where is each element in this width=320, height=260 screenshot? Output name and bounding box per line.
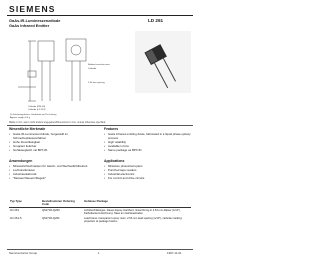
table-row (9, 208, 191, 217)
list-item: • "Messen/Steuern/Regeln" (9, 176, 97, 180)
features-heading-en: Features (104, 127, 119, 131)
features-heading-de: Wesentliche Merkmale (9, 127, 46, 131)
lens-outline (71, 45, 81, 55)
features-list-en (104, 132, 192, 152)
table-header: Bestellnummer Ordering Code (41, 199, 83, 208)
footer-company: Semiconductor Group (9, 251, 38, 255)
applications-list-de (9, 164, 97, 180)
list-item: • GaAs infrared emitting diode, fabricated in a liquid phase epitaxy process (104, 132, 192, 140)
table-cell: Lead frame, transparent epoxy resin, 2.54-mm lead spacing (1/10"), cathode marking: projection at package bottom (84, 216, 183, 224)
list-item: • Same package as BPX 81 (104, 148, 192, 152)
footer-date: 1997-11-01 (167, 251, 182, 255)
header-divider (7, 15, 193, 16)
list-item: • High reliability (104, 140, 192, 144)
cathode-mark-2: Cathode (LD 261) (28, 109, 46, 111)
title-english: GaAs Infrared Emitter (9, 23, 50, 28)
drawing-note-1: 1) Gehäusegehäuse: Verdrahtet mit Pin-Leitung (10, 114, 57, 116)
list-item: • Lochstreifenleser (9, 168, 97, 172)
package-body-side (38, 41, 54, 61)
table-row (9, 216, 191, 224)
dimension-note: Maße in mm, wenn nicht anders angegeben/Dimensions in mm, unless otherwise specified. (9, 121, 106, 124)
features-list-de (9, 132, 97, 152)
title-german: GaAs-IR-Lumineszenzdiode (9, 18, 61, 23)
part-number: LD 261 (148, 18, 164, 23)
cathode-mark-1: Cathode (IPR-50) (28, 106, 46, 108)
applications-list-en (104, 164, 192, 180)
list-item: • Miniaturlichtschranken für Gleich- und Wechsellichtbetrieb (9, 164, 97, 168)
table-header: Gehäuse Package (83, 199, 191, 208)
list-item: • Miniature photointerrupters (104, 164, 192, 168)
list-item: • Punched tape readers (104, 168, 192, 172)
table-cell: Q62703-Q261 (42, 215, 60, 220)
siemens-logo: SIEMENS (9, 4, 56, 14)
footer-page-number: 1 (98, 251, 100, 255)
product-photo (135, 31, 191, 93)
list-item: • Available in bins (104, 144, 192, 148)
list-item: • Gruppiert lieferbar (9, 144, 97, 148)
package-drawing (8, 31, 128, 119)
table-cell: Lichtdurchlässiges, blaues Epoxy-Gießharz, linsenförmig in 2.54-mm-Raster (1/10"), Kathodenkennzeichnung: Nase am Gehäuseboden (84, 208, 181, 216)
drawing-note-2: Approx. weight 0.5 g (10, 117, 30, 119)
radiant-area-label: Radiant sensitive area (88, 64, 110, 66)
table-cell: Q62703-Q260 (42, 207, 60, 212)
table-cell: LD 261-5 (10, 215, 22, 220)
section-divider (7, 125, 193, 126)
list-item: • Industrial electronics (104, 172, 192, 176)
list-item: • Gehäusegleich mit BPX 81 (9, 148, 97, 152)
cathode-label: Cathode (88, 68, 97, 70)
list-item: • Industrieelektronik (9, 172, 97, 176)
package-body-front (66, 39, 86, 61)
ordering-table (9, 199, 191, 225)
list-item: • For control and drive circuits (104, 176, 192, 180)
package-bottom-view (28, 71, 36, 77)
list-item: • GaAs-IR-Lumineszenzdiode, hergestellt im Schmelzepitaxieverfahren (9, 132, 97, 140)
spacing-label: 2.54 mm spacing (88, 82, 105, 84)
table-cell: LD 261 (10, 207, 20, 212)
applications-heading-de: Anwendungen (9, 159, 33, 163)
footer-divider (7, 249, 193, 250)
applications-heading-en: Applications (104, 159, 125, 163)
table-header: Typ Type (9, 199, 41, 208)
list-item: • Hohe Zuverlässigkeit (9, 140, 97, 144)
